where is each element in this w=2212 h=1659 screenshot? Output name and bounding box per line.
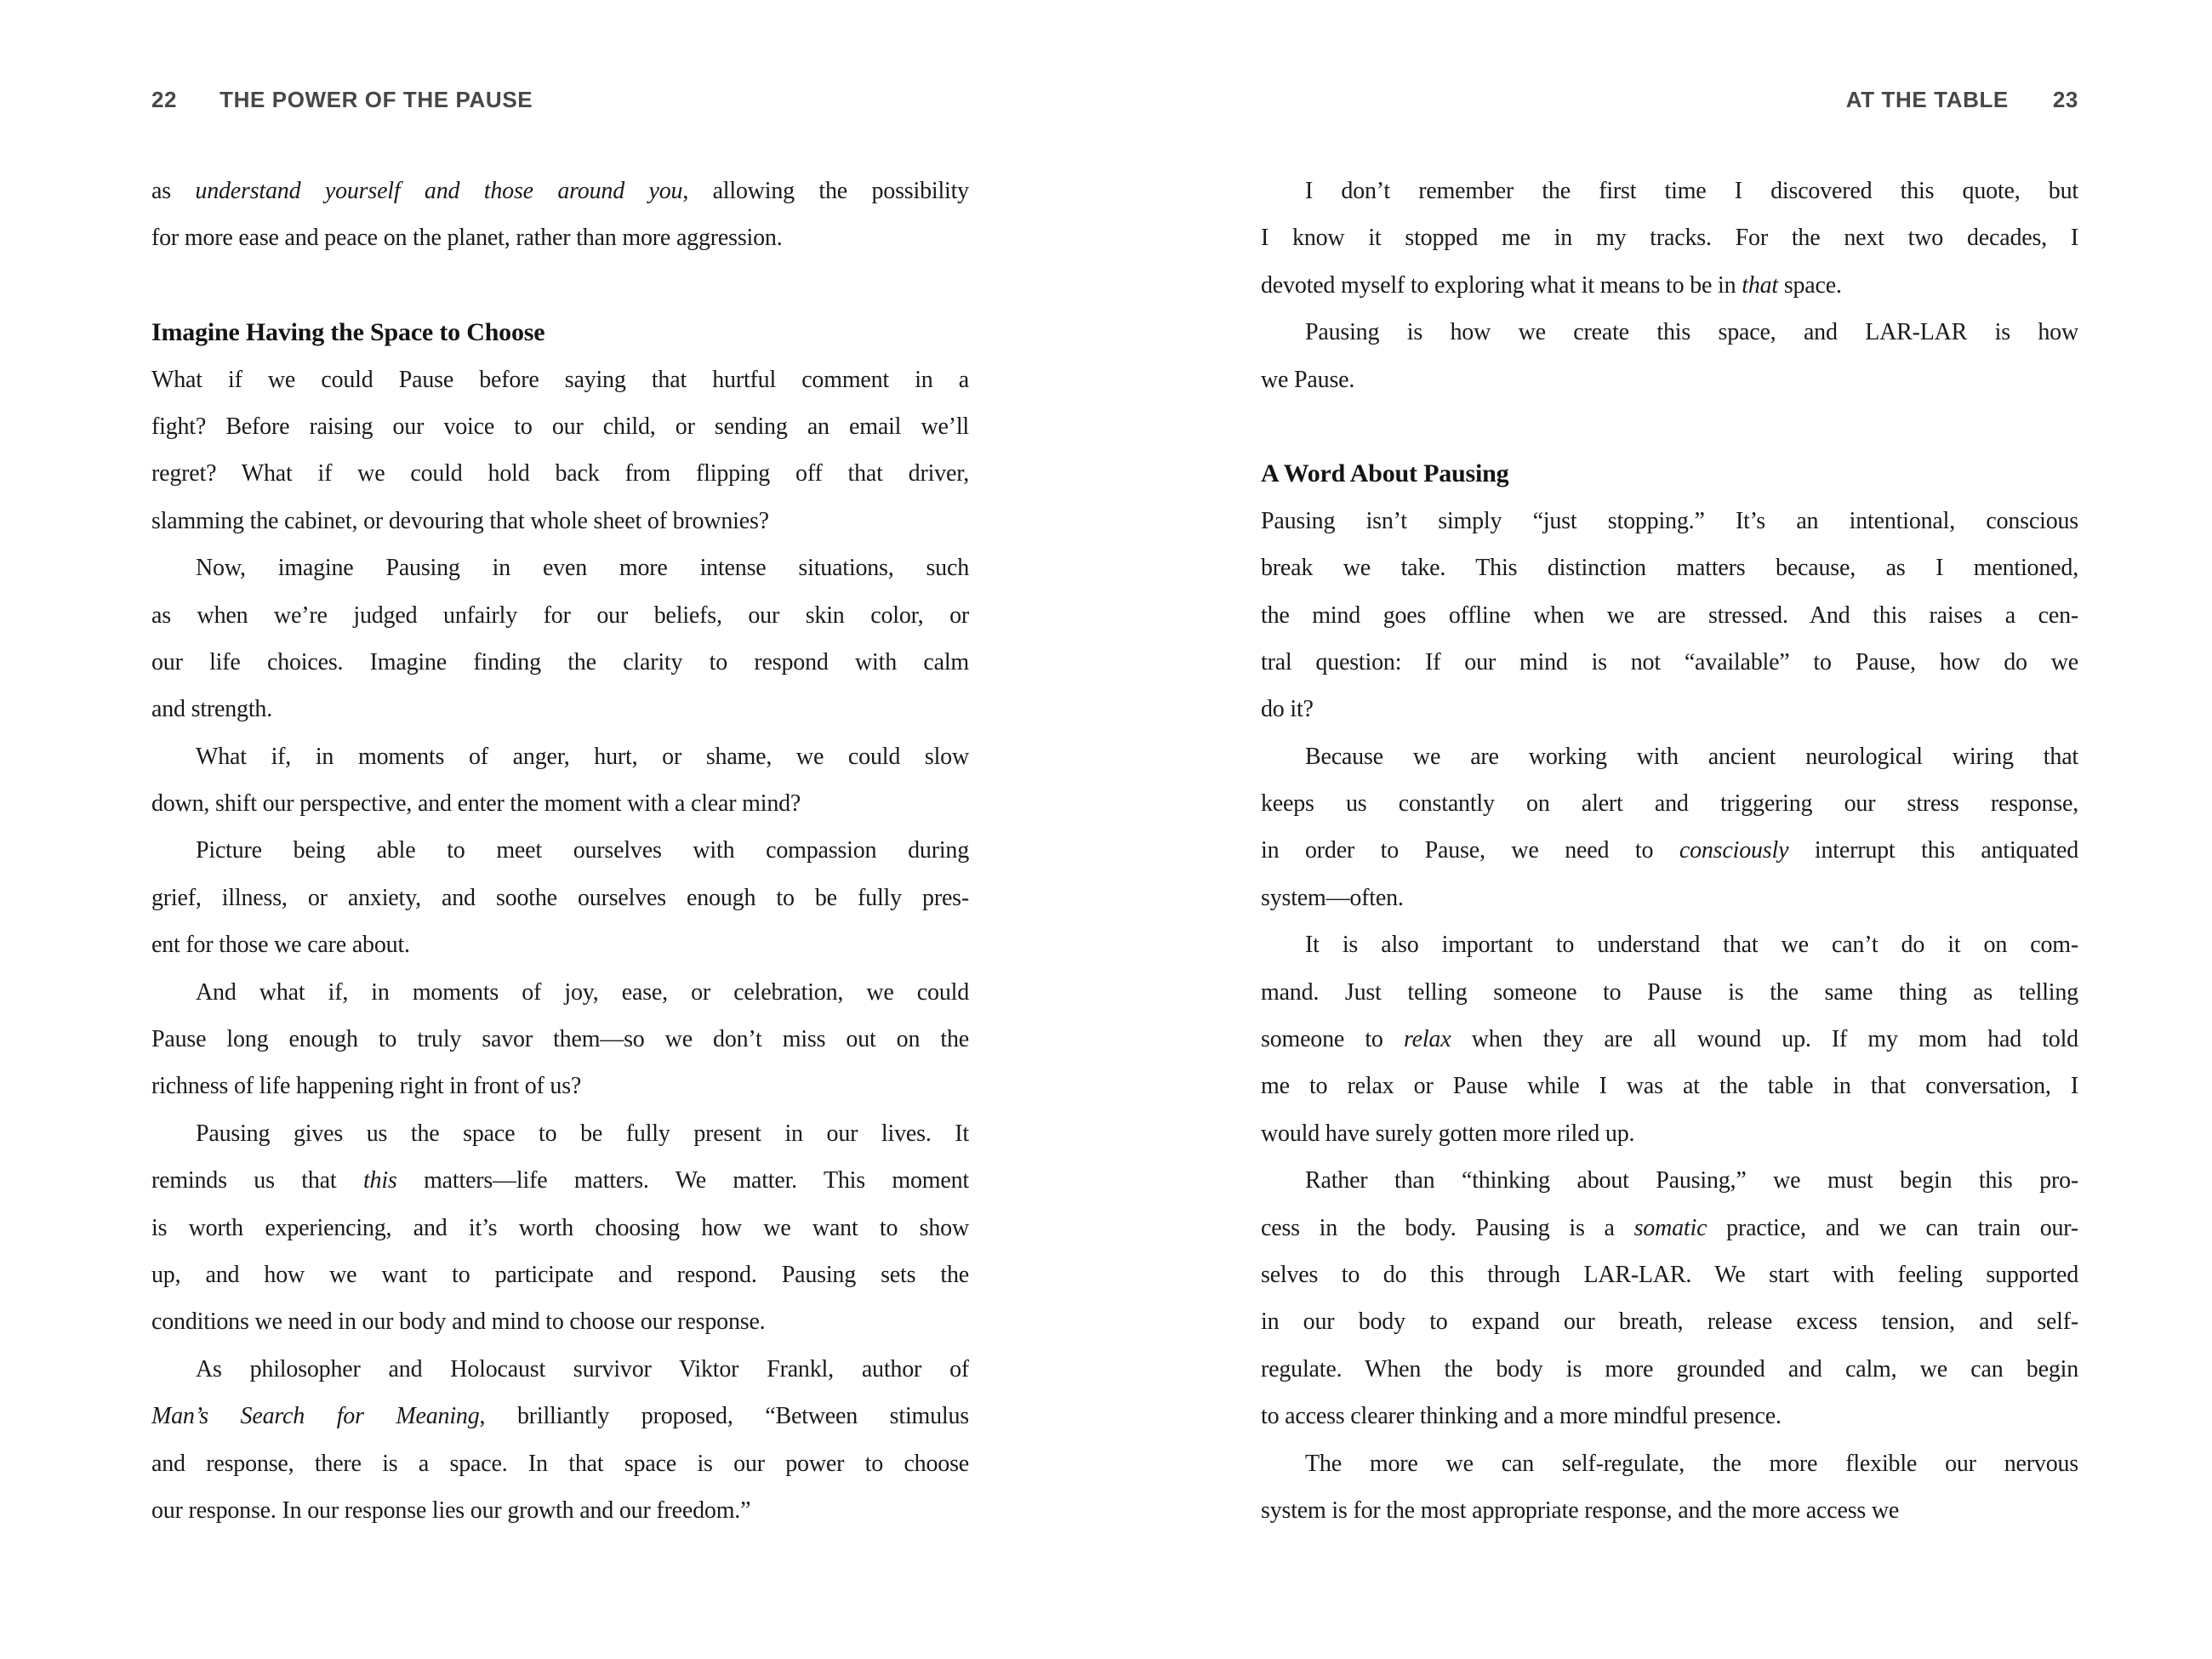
text-line: grief, illness, or anxiety, and soothe ourselves enough to be fully pres- <box>151 884 969 911</box>
text-line: slamming the cabinet, or devouring that whole sheet of brownies? <box>151 507 769 534</box>
text-line: fight? Before raising our voice to our child, or sending an email we’ll <box>151 413 969 440</box>
text-line: as when we’re judged unfairly for our beliefs, our skin color, or <box>151 601 969 629</box>
text-line: me to relax or Pause while I was at the table in that conversation, I <box>1261 1073 2078 1100</box>
text-line: break we take. This distinction matters because, as I mentioned, <box>1261 555 2078 582</box>
text-line: cess in the body. Pausing is a somatic practice, and we can train our- <box>1261 1214 2078 1241</box>
left-running-head <box>151 85 969 114</box>
text-line: Pausing gives us the space to be fully present in our lives. It <box>196 1120 969 1147</box>
text-line: Picture being able to meet ourselves with compassion during <box>196 837 969 864</box>
text-line: in order to Pause, we need to consciously interrupt this antiquated <box>1261 837 2078 864</box>
text-line: Man’s Search for Meaning, brilliantly proposed, “Between stimulus <box>151 1403 969 1430</box>
text-line: we Pause. <box>1261 366 1355 393</box>
text-line: down, shift our perspective, and enter the moment with a clear mind? <box>151 790 801 818</box>
text-line: conditions we need in our body and mind to choose our response. <box>151 1308 766 1336</box>
text-line: selves to do this through LAR-LAR. We start with feeling supported <box>1261 1261 2078 1288</box>
text-line: devoted myself to exploring what it means to be in that space. <box>1261 271 1842 299</box>
text-line: And what if, in moments of joy, ease, or celebration, we could <box>196 978 969 1006</box>
text-line: richness of life happening right in front of us? <box>151 1073 582 1100</box>
text-line: would have surely gotten more riled up. <box>1261 1120 1635 1147</box>
text-line: system is for the most appropriate response, and the more access we <box>1261 1497 1900 1524</box>
text-line: Rather than “thinking about Pausing,” we must begin this pro- <box>1305 1167 2078 1194</box>
text-line: ent for those we care about. <box>151 932 410 959</box>
text-line: our response. In our response lies our growth and our freedom.” <box>151 1497 751 1524</box>
text-line: tral question: If our mind is not “available” to Pause, how do we <box>1261 648 2078 676</box>
text-line: regret? What if we could hold back from flipping off that driver, <box>151 460 969 487</box>
text-line: What if, in moments of anger, hurt, or shame, we could slow <box>196 743 969 770</box>
left-running-title: THE POWER OF THE PAUSE <box>219 87 533 112</box>
text-line: What if we could Pause before saying that hurtful comment in a <box>151 366 969 393</box>
text-line: It is also important to understand that we can’t do it on com- <box>1305 932 2078 959</box>
text-line: As philosopher and Holocaust survivor Viktor Frankl, author of <box>196 1355 969 1382</box>
text-line: Because we are working with ancient neurological wiring that <box>1305 743 2078 770</box>
right-page-body <box>1261 168 2078 1534</box>
right-running-head <box>1261 85 2078 114</box>
text-line: for more ease and peace on the planet, rather than more aggression. <box>151 225 783 252</box>
right-page-number: 23 <box>2052 87 2078 112</box>
text-line: do it? <box>1261 696 1314 723</box>
text-line: I don’t remember the first time I discovered this quote, but <box>1305 178 2078 204</box>
left-page <box>151 0 969 1659</box>
text-line: Pause long enough to truly savor them—so we don’t miss out on the <box>151 1026 969 1053</box>
text-line: The more we can self-regulate, the more flexible our nervous <box>1305 1450 2078 1477</box>
text-line: up, and how we want to participate and respond. Pausing sets the <box>151 1261 969 1288</box>
text-line: as understand yourself and those around you, allowing the possibility <box>151 178 969 204</box>
right-page <box>1261 0 2078 1659</box>
text-line: to access clearer thinking and a more mindful presence. <box>1261 1403 1782 1430</box>
text-line: and response, there is a space. In that space is our power to choose <box>151 1450 969 1477</box>
right-running-title: AT THE TABLE <box>1845 87 2009 112</box>
text-line: reminds us that this matters—life matters. We matter. This moment <box>151 1167 969 1194</box>
left-page-number: 22 <box>151 87 178 112</box>
text-line: Pausing isn’t simply “just stopping.” It’s an intentional, conscious <box>1261 507 2078 534</box>
text-line: in our body to expand our breath, release excess tension, and self- <box>1261 1308 2078 1336</box>
text-line: someone to relax when they are all wound up. If my mom had told <box>1261 1026 2078 1053</box>
text-line: is worth experiencing, and it’s worth choosing how we want to show <box>151 1214 969 1241</box>
section-heading: A Word About Pausing <box>1261 459 1509 488</box>
text-line: Pausing is how we create this space, and LAR-LAR is how <box>1305 319 2078 346</box>
text-line: system—often. <box>1261 884 1404 911</box>
left-page-body <box>151 168 969 1534</box>
text-line: regulate. When the body is more grounded and calm, we can begin <box>1261 1355 2078 1382</box>
text-line: our life choices. Imagine finding the clarity to respond with calm <box>151 648 969 676</box>
text-line: and strength. <box>151 696 273 723</box>
text-line: Now, imagine Pausing in even more intense situations, such <box>196 555 969 582</box>
text-line: the mind goes offline when we are stressed. And this raises a cen- <box>1261 601 2078 629</box>
text-line: I know it stopped me in my tracks. For the next two decades, I <box>1261 225 2078 252</box>
text-line: mand. Just telling someone to Pause is the same thing as telling <box>1261 978 2078 1006</box>
section-heading: Imagine Having the Space to Choose <box>151 318 545 347</box>
text-line: keeps us constantly on alert and triggering our stress response, <box>1261 790 2078 818</box>
